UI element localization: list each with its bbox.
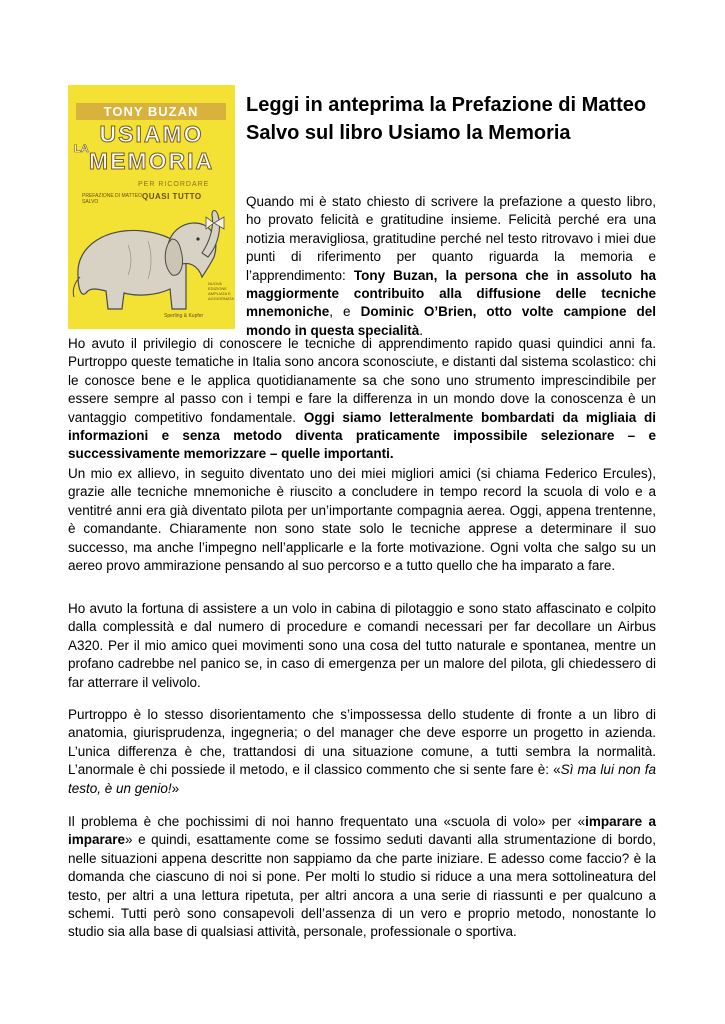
text-run: » xyxy=(171,780,180,796)
bold-text: Dominic O’Brien, otto volte campione del mondo in questa specialità xyxy=(246,304,656,338)
text-run: Il problema è che pochissimi di noi hanno frequentato una «scuola di volo» per « xyxy=(68,814,586,829)
bold-text: Tony Buzan, la persona che in assoluto ha maggiormente contribuito alla diffusione delle tecniche mnemoniche xyxy=(246,267,656,320)
book-cover-image xyxy=(68,85,235,329)
text-run: Ho avuto il privilegio di conoscere le tecniche di apprendimento rapido quasi quindici anni fa. Purtroppo queste tematiche in Italia sono ancora sconosciute, e distanti dal sistema scolastico: chi le conosce bene e le applica quotidianamente sa che sono uno strumento imprescindibile per essere sempre al passo con i tempi e fare la differenza in un mondo dove la conoscenza è un vantaggio competitivo fondamentale. xyxy=(68,336,656,425)
cover-author: TONY BUZAN xyxy=(76,103,226,120)
text-run: Un mio ex allievo, in seguito diventato uno dei miei migliori amici (si chiama Federico Ercules), grazie alle tecniche mnemoniche è riuscito a concludere in tempo record la scuola di volo e a ventitré anni era già diventato pilota per un’importante compagnia aerea. Oggi, appena trentenne, è comandante. Chiaramente non sono state solo le tecniche apprese a determinare il suo successo, ma anche l’impegno nell’applicarle e la forte motivazione. Ogni volta che salgo su un aereo provo ammirazione pensando al suo percorso e a tutto quello che ha imparato a fare. xyxy=(68,466,656,574)
cover-title-line1: USIAMO xyxy=(99,121,204,147)
bold-text: Oggi siamo letteralmente bombardati da migliaia di informazioni e senza metodo diventa praticamente impossibile selezionare – e successivamente memorizzare – quelle importanti. xyxy=(68,409,657,462)
text-run: Quando mi è stato chiesto di scrivere la prefazione a questo libro, ho provato felicità e gratitudine insieme. Felicità perché era una notizia meravigliosa, gratitudine perché nel testo ritrovavo i miei due punti di riferimento per quanto riguarda la memoria e l’apprendimento: xyxy=(246,194,656,283)
text-run: , e xyxy=(329,304,361,320)
cover-subtitle-line2: QUASI TUTTO xyxy=(142,192,202,201)
cover-title-line2: LA xyxy=(74,143,89,155)
paragraph xyxy=(68,465,656,575)
cover-publisher: Sperling & Kupfer xyxy=(164,313,204,319)
paragraph xyxy=(246,193,656,340)
article-heading: Leggi in anteprima la Prefazione di Matteo Salvo sul libro Usiamo la Memoria xyxy=(246,94,647,144)
cover-side-note: NUOVA EDIZIONE AMPLIATA E AGGIORNATA xyxy=(208,281,235,301)
paragraph xyxy=(68,335,656,464)
cover-title-line3: MEMORIA xyxy=(88,148,215,174)
text-run: » e quindi, esattamente come se fossimo seduti davanti alla strumentazione di bordo, nelle situazioni appena descritte non sappiamo da che parte iniziare. E adesso come faccio? è la domanda che ciascuno di noi si pone. Per molti lo studio si riduce a una mera sottolineatura del testo, per altri a una lettura ripetuta, per altri ancora a una serie di riassunti e per qualcuno a schemi. Tutti però sono consapevoli dell’assenza di un vero e proprio metodo, nonostante lo studio sia alla base di qualsiasi attività, personale, professionale o sportiva. xyxy=(68,832,656,940)
paragraph xyxy=(68,600,656,692)
elephant-illustration xyxy=(68,205,235,329)
text-run: Ho avuto la fortuna di assistere a un volo in cabina di pilotaggio e sono stato affascinato e colpito dalla complessità e dal numero di procedure e comandi necessari per far decollare un Airbus A320. Per il mio amico quei movimenti sono una cosa del tutto naturale e spontanea, mentre un profano cadrebbe nel panico se, in caso di emergenza per un malore del pilota, gli chiedessero di far atterrare il velivolo. xyxy=(68,601,656,690)
cover-preface-credit: PREFAZIONE DI MATTEO SALVO xyxy=(82,193,142,205)
italic-text: Sì ma lui non fa testo, è un genio! xyxy=(68,762,656,796)
text-run: . xyxy=(419,322,424,338)
paragraph xyxy=(68,813,656,942)
text-run: Purtroppo è lo stesso disorientamento che s’impossessa dello studente di fronte a un libro di anatomia, giurisprudenza, ingegneria; o del manager che deve esporre un progetto in azienda. L’unica differenza è che, trattandosi di una situazione comune, a tutti sembra la normalità. L’anormale è chi possiede il metodo, e il classico commento che si sente fare è: « xyxy=(68,707,656,778)
paragraph xyxy=(68,706,656,798)
cover-subtitle-line1: PER RICORDARE xyxy=(138,181,210,188)
bold-text: imparare a imparare xyxy=(68,814,656,848)
